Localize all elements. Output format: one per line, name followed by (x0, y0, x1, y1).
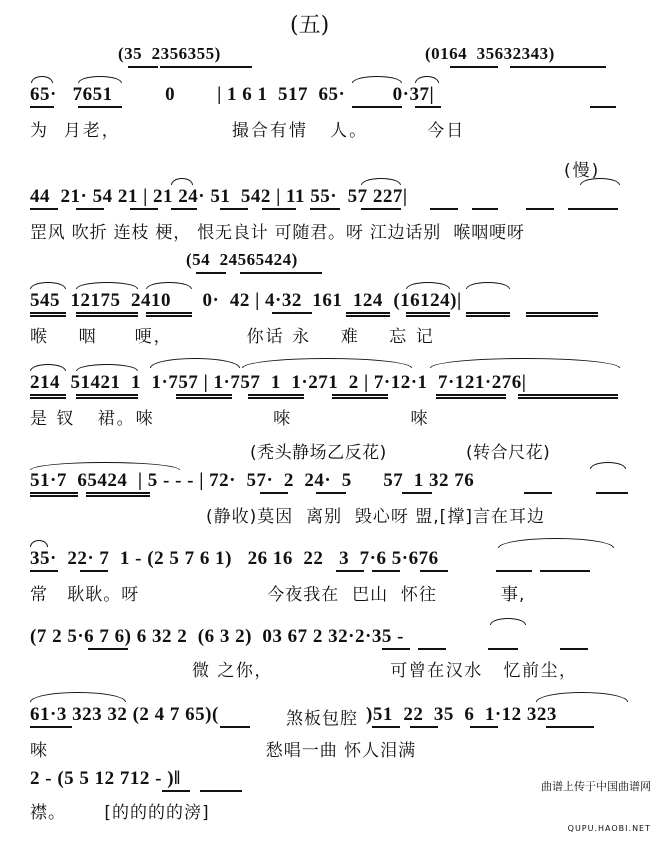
slur-arc (171, 178, 193, 185)
underline (410, 726, 438, 728)
underline (262, 208, 296, 210)
slur-arc (31, 76, 53, 83)
section-label-1: (秃头静场乙反花) (250, 443, 387, 463)
slur-arc (78, 76, 122, 83)
tempo-marking: (慢) (564, 161, 601, 181)
notation-row-5: 51·7 65424 | 5 - - - | 72· 57· 2 24· 5 57 1 32 76 (30, 470, 475, 491)
slur-arc (490, 618, 526, 625)
underline (472, 208, 498, 210)
double-underline (176, 394, 232, 399)
lyric-row-8: 唻 愁唱一曲 怀人泪满 (30, 741, 417, 761)
underline (196, 272, 226, 274)
double-underline (406, 312, 450, 317)
intro-phrase-1: (35 2356355) (118, 44, 221, 63)
underline (415, 106, 441, 108)
slur-arc (30, 692, 126, 702)
notation-row-6: 35· 22· 7 1 - (2 5 7 6 1) 26 16 22 3 7·6 5·676 (30, 548, 439, 569)
interlude-phrase: (54 24565424) (186, 250, 298, 269)
double-underline (146, 312, 192, 317)
underline (130, 208, 158, 210)
underline (200, 790, 242, 792)
underline (560, 648, 588, 650)
slur-arc (150, 358, 240, 368)
slur-arc (415, 76, 439, 83)
lyric-row-7: 微 之你， 可曾在汉水 忆前尘， (192, 661, 578, 681)
underline (524, 492, 552, 494)
slur-arc (30, 540, 48, 547)
slur-arc (361, 178, 401, 185)
underline (470, 726, 498, 728)
underline (220, 726, 250, 728)
slur-arc (242, 358, 412, 368)
underline (372, 570, 400, 572)
slur-arc (352, 76, 402, 83)
underline (372, 726, 400, 728)
underline (420, 570, 448, 572)
slur-arc (146, 282, 192, 289)
underline (171, 208, 197, 210)
underline (220, 208, 248, 210)
underline (310, 208, 340, 210)
underline (78, 106, 122, 108)
site-watermark (541, 752, 651, 850)
underline (418, 648, 446, 650)
double-underline (30, 312, 66, 317)
lyric-row-3: 喉 咽 哽， 你话 永 难 忘 记 (30, 327, 435, 347)
underline (546, 726, 594, 728)
underline (30, 570, 58, 572)
underline (540, 570, 590, 572)
underline (526, 208, 554, 210)
underline (160, 66, 252, 68)
underline (76, 208, 104, 210)
double-underline (332, 394, 388, 399)
underline (240, 272, 322, 274)
double-underline (248, 394, 304, 399)
slur-arc (30, 462, 180, 470)
slur-arc (30, 364, 66, 371)
slur-arc (406, 282, 450, 289)
double-underline (30, 394, 66, 399)
watermark-line-1: 曲谱上传于中国曲谱网 (541, 780, 651, 793)
intro-phrase-2: (0164 35632343) (425, 44, 555, 63)
lyric-row-6: 常 耿耿。呀 今夜我在 巴山 怀往 事, (30, 585, 526, 605)
notation-row-1: 65· 7651 0 | 1 6 1 517 65· 0·37| (30, 84, 435, 105)
double-underline (436, 394, 506, 399)
underline (450, 66, 498, 68)
lyric-row-5: (静收)莫因 离别 毁心呀 盟,[撑]言在耳边 (206, 507, 545, 527)
watermark-line-2: QUPU.HAOBI.NET (567, 824, 651, 833)
underline (260, 492, 288, 494)
lyric-row-1: 为 月老， 撮合有情 人。 今日 (30, 121, 466, 141)
lyric-row-9: 襟。 [的的的的滂] (30, 803, 210, 823)
underline (510, 66, 606, 68)
notation-row-4: 214 51421 1 1·757 | 1·757 1 1·271 2 | 7·12·1 7·121·276| (30, 372, 527, 393)
underline (30, 106, 54, 108)
slur-arc (498, 538, 614, 548)
underline (496, 570, 532, 572)
notation-row-3: 545 12175 2410 0· 42 | 4·32 161 124 (16124)| (30, 290, 462, 311)
notation-row-8-end: )51 22 35 6 1·12 323 (366, 704, 557, 725)
underline (30, 726, 72, 728)
notation-row-9: 2 - (5 5 12 712 - )‖ (30, 768, 181, 789)
slur-arc (580, 178, 620, 185)
notation-row-7: (7 2 5·6 7 6) 6 32 2 (6 3 2) 03 67 2 32·2·35 - (30, 626, 404, 647)
double-underline (76, 394, 138, 399)
underline (352, 106, 402, 108)
lyric-row-4: 是 钗 裙。唻 唻 唻 (30, 409, 430, 429)
underline (88, 648, 128, 650)
double-underline (30, 492, 78, 497)
underline (162, 790, 190, 792)
slur-arc (76, 364, 138, 371)
underline (430, 208, 458, 210)
underline (568, 208, 618, 210)
section-label-2: (转合尺花) (466, 443, 551, 463)
double-underline (466, 312, 510, 317)
underline (382, 648, 410, 650)
score-title: (五) (290, 13, 330, 38)
notation-row-8: 61·3 323 32 (2 4 7 65)( (30, 704, 219, 725)
slur-arc (76, 282, 138, 289)
underline (128, 66, 158, 68)
notation-row-2: 44 21· 54 21 | 21 24· 51 542 | 11 55· 57 227| (30, 186, 408, 207)
double-underline (518, 394, 618, 399)
double-underline (346, 312, 390, 317)
underline (80, 570, 108, 572)
underline (316, 492, 346, 494)
performance-note: 煞板包腔 (286, 709, 358, 729)
double-underline (526, 312, 598, 317)
slur-arc (590, 462, 626, 469)
underline (596, 492, 628, 494)
underline (361, 208, 401, 210)
underline (336, 570, 364, 572)
slur-arc (30, 282, 66, 289)
slur-arc (536, 692, 628, 702)
underline (30, 208, 58, 210)
underline (590, 106, 616, 108)
underline (488, 648, 518, 650)
slur-arc (430, 358, 620, 368)
slur-arc (466, 282, 510, 289)
underline (402, 492, 432, 494)
lyric-row-2: 罡风 吹折 连枝 梗， 恨无良计 可随君。呀 江边话别 喉咽哽呀 (30, 223, 525, 243)
double-underline (86, 492, 150, 497)
double-underline (76, 312, 138, 317)
underline (272, 312, 312, 314)
